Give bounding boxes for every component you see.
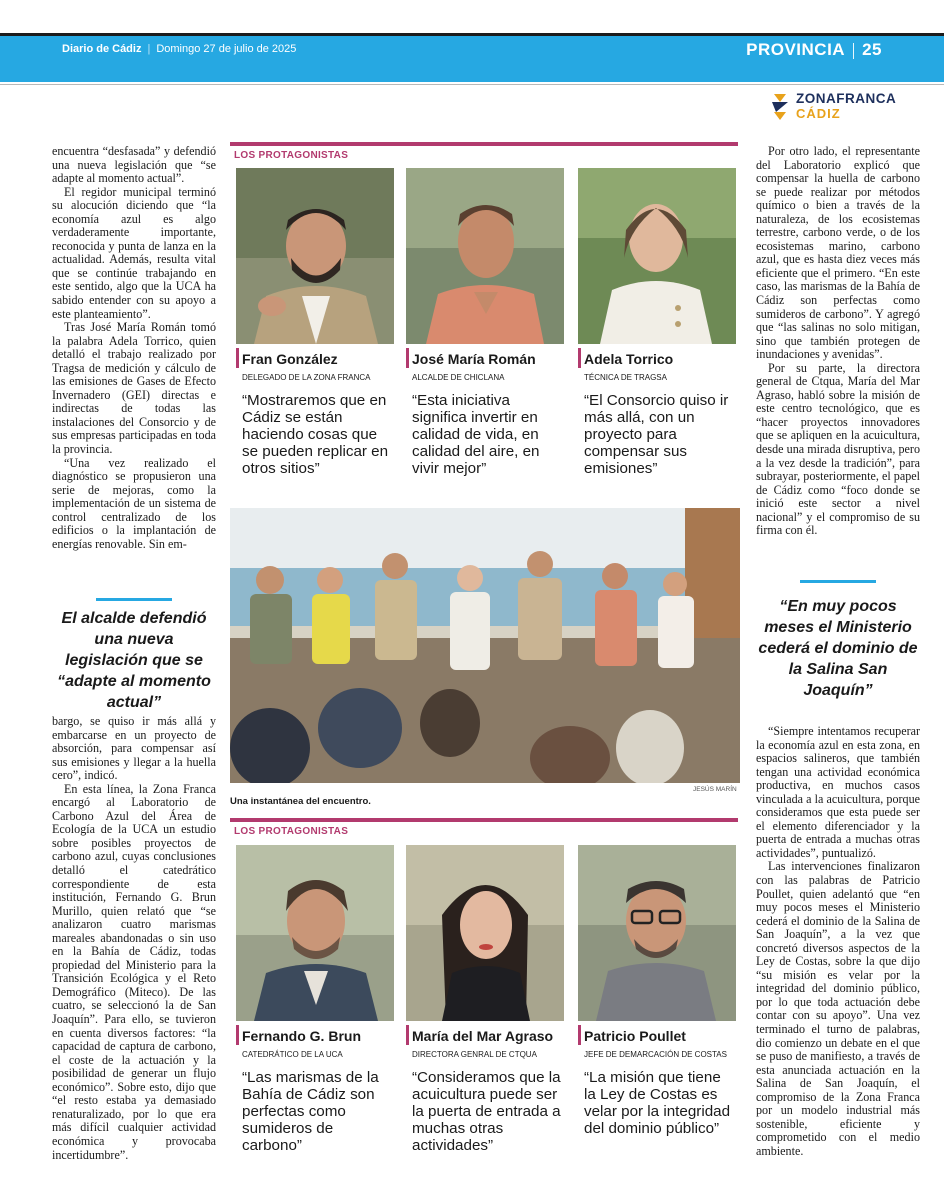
page-number: 25 xyxy=(862,40,882,59)
pull-quote-left: El alcalde defendió una nueva legislación que se “adapte al momento actual” xyxy=(57,610,211,711)
protagonist-card xyxy=(406,845,564,1165)
protagonist-quote: “Esta iniciativa significa invertir en calidad de vida, en calidad del aire, en vivir mejor” xyxy=(412,392,540,477)
protagonists-top-rule xyxy=(230,142,738,146)
protagonist-role: ALCALDE DE CHICLANA xyxy=(412,373,505,382)
logo-line-1: ZONAFRANCA xyxy=(796,91,897,106)
portrait-photo xyxy=(406,845,564,1021)
paragraph: En esta línea, la Zona Franca encargó al Laboratorio de Carbono Azul del Área de Ecología de la UCA un estudio sobre posibles proyectos de carbono azul, cuyas conclusiones detalló el catedrático correspondiente de esta institución, Fernando G. Brun Murillo, quien relató que “se analizaron cuatro marismas mareales abandonadas o sin uso en la Bahía de Cádiz, todas propiedad del Ministerio para la Transición Ecológica y el Reto Demográfico (Miteco). De las cuatro, se seleccionó la de San Joaquín”. Para ello, se tuvieron en cuenta diversos factores: “la capacidad de captura de carbono, el coste de la actuación y la posibilidad de generar un flujo económico”. Sobre esto, dijo que “el resto estaba ya demasiado renaturalizado, por lo que era más difícil cualquier actividad económica y provocaba incertidumbre”. xyxy=(52,781,216,1162)
protagonist-name: María del Mar Agraso xyxy=(412,1028,554,1044)
right-column-bottom-text xyxy=(756,725,920,1159)
protagonist-quote: “Mostraremos que en Cádiz se están haciendo cosas que se pueden replicar en otros sitios” xyxy=(242,392,389,477)
protagonist-name: Fran González xyxy=(242,351,338,367)
protagonist-role: JEFE DE DEMARCACIÓN DE COSTAS xyxy=(584,1050,727,1059)
portrait-photo xyxy=(578,845,736,1021)
protagonist-role: DIRECTORA GENRAL DE CTQUA xyxy=(412,1050,537,1059)
paragraph: El regidor municipal terminó su alocución diciendo que “la economía azul es algo verdaderamente importante, reconocida y punta de lanza en la actualidad. Además, resulta vital que se continúe trabajando en este sentido, algo que la UCA ha sabido entender con su apoyo a este planteamiento”. xyxy=(52,184,216,321)
protagonist-role: TÉCNICA DE TRAGSA xyxy=(584,373,667,382)
left-column-top-text xyxy=(52,145,216,551)
left-column-bottom-text xyxy=(52,715,216,1162)
protagonists-bottom-label: LOS PROTAGONISTAS xyxy=(234,826,349,837)
section-name: PROVINCIA xyxy=(746,40,846,59)
protagonist-quote: “La misión que tiene la Ley de Costas es velar por la integridad del dominio público” xyxy=(584,1069,731,1137)
protagonist-card xyxy=(578,845,736,1165)
issue-date: Domingo 27 de julio de 2025 xyxy=(156,43,297,55)
zona-franca-logo-icon xyxy=(768,92,792,122)
protagonist-card xyxy=(236,845,394,1165)
photo-credit: JESÚS MARÍN xyxy=(693,786,737,793)
protagonist-name: Patricio Poullet xyxy=(584,1028,686,1044)
publication-name: Diario de Cádiz xyxy=(62,43,142,55)
paragraph: Por su parte, la directora general de Ctqua, María del Mar Agraso, habló sobre la misión de este centro tecnológico, que es “hacer proyectos innovadores que se apliquen en la acuicultura, desde una mirada disruptiva, pero a la vez desde la tradición”, para subrayar, posteriormente, el papel de Cádiz como “foco donde se inició este sector a nivel nacional” y el compromiso de su firma con él. xyxy=(756,360,920,538)
protagonist-quote: “El Consorcio quiso ir más allá, con un proyecto para compensar sus emisiones” xyxy=(584,392,729,477)
paragraph: Por otro lado, el representante del Laboratorio explicó que compensar la huella de carbono se puede realizar por métodos químico o bien a través de la naturaleza, de los ecosistemas terrestre, carbono verde, o de los ecosistemas marino, carbono azul, que es hasta diez veces más eficiente que el primero. “En este caso, las marismas de la Bahía de Cádiz son perfectas como sumideros de carbono”. Y agregó que “las salinas no solo mitigan, sino que también protegen de inundaciones y avenidas”. xyxy=(756,144,920,362)
protagonist-name: Adela Torrico xyxy=(584,351,674,367)
protagonist-role: DELEGADO DE LA ZONA FRANCA xyxy=(242,373,371,382)
protagonist-role: CATEDRÁTICO DE LA UCA xyxy=(242,1050,343,1059)
right-column-top-text xyxy=(756,145,920,538)
zona-franca-logo xyxy=(768,90,918,124)
protagonist-card xyxy=(236,168,394,488)
section-header xyxy=(746,40,882,60)
paragraph: “Una vez realizado el diagnóstico se propusieron una serie de mejoras, como la implementación de un sistema de control centralizado de los edificios o la implantación de energías renovable. Sin em- xyxy=(52,455,216,551)
protagonists-top-label: LOS PROTAGONISTAS xyxy=(234,150,349,161)
paragraph: encuentra “desfasada” y defendió una nueva legislación que “se adapte al momento actual”. xyxy=(52,144,216,186)
portrait-photo xyxy=(236,168,394,344)
portrait-photo xyxy=(578,168,736,344)
event-photo xyxy=(230,508,740,783)
pull-quote-rule xyxy=(800,580,876,583)
protagonist-name: Fernando G. Brun xyxy=(242,1028,361,1044)
protagonist-card xyxy=(578,168,736,488)
paragraph: Las intervenciones finalizaron con las palabras de Patricio Poullet, quien adelantó que “en muy pocos meses el Ministerio cederá el dominio de la Salina de San Joaquín”, a la vez que concretó diversos aspectos de la Ley de Costas, sobre la que dijo “su misión es velar por la integridad del dominio público, por lo que toda actuación debe contar con su apoyo”. Una vez terminado el turno de palabras, dio comienzo un debate en el que se puso de manifiesto, a través de esta anunciada actuación en la Salina de San Joaquín, el compromiso de la Zona Franca por un modelo industrial más sostenible, eficiente y comprometido con el medio ambiente. xyxy=(756,859,920,1158)
pull-quote-right: “En muy pocos meses el Ministerio cederá el dominio de la Salina San Joaquín” xyxy=(758,598,918,699)
protagonist-quote: “Consideramos que la acuicultura puede ser la puerta de entrada a muchas otras actividades” xyxy=(412,1069,561,1154)
protagonist-card xyxy=(406,168,564,488)
pull-quote-rule xyxy=(96,598,172,601)
paragraph: Tras José María Román tomó la palabra Adela Torrico, quien detalló el trabajo realizado por Tragsa de medición y cálculo de las emisiones de Gases de Efecto Invernadero (GEI) directas e indirectas de todas las instalaciones del Consorcio y de sus empresas participadas en toda la provincia. xyxy=(52,320,216,457)
portrait-photo xyxy=(406,168,564,344)
logo-line-2: CÁDIZ xyxy=(796,106,841,121)
protagonist-quote: “Las marismas de la Bahía de Cádiz son perfectas como sumideros de carbono” xyxy=(242,1069,379,1154)
paragraph: bargo, se quiso ir más allá y embarcarse en un proyecto de absorción, para compensar así sus emisiones y llegar a la huella cero”, indicó. xyxy=(52,714,216,783)
header-underline xyxy=(0,84,944,85)
portrait-photo xyxy=(236,845,394,1021)
protagonists-bottom-rule xyxy=(230,818,738,822)
protagonist-name: José María Román xyxy=(412,351,536,367)
photo-caption: Una instantánea del encuentro. xyxy=(230,796,371,807)
paragraph: “Siempre intentamos recuperar la economía azul en esta zona, en espacios salineros, que también tengan una actividad económica productiva, en muchos casos vinculada a la acuicultura, porque consideramos que esta puede ser el elemento diferenciador y la puerta de entrada a muchas otras actividades”, puntualizó. xyxy=(756,724,920,860)
header-publication-date: Diario de Cádiz | Domingo 27 de julio de 2025 xyxy=(62,43,297,55)
